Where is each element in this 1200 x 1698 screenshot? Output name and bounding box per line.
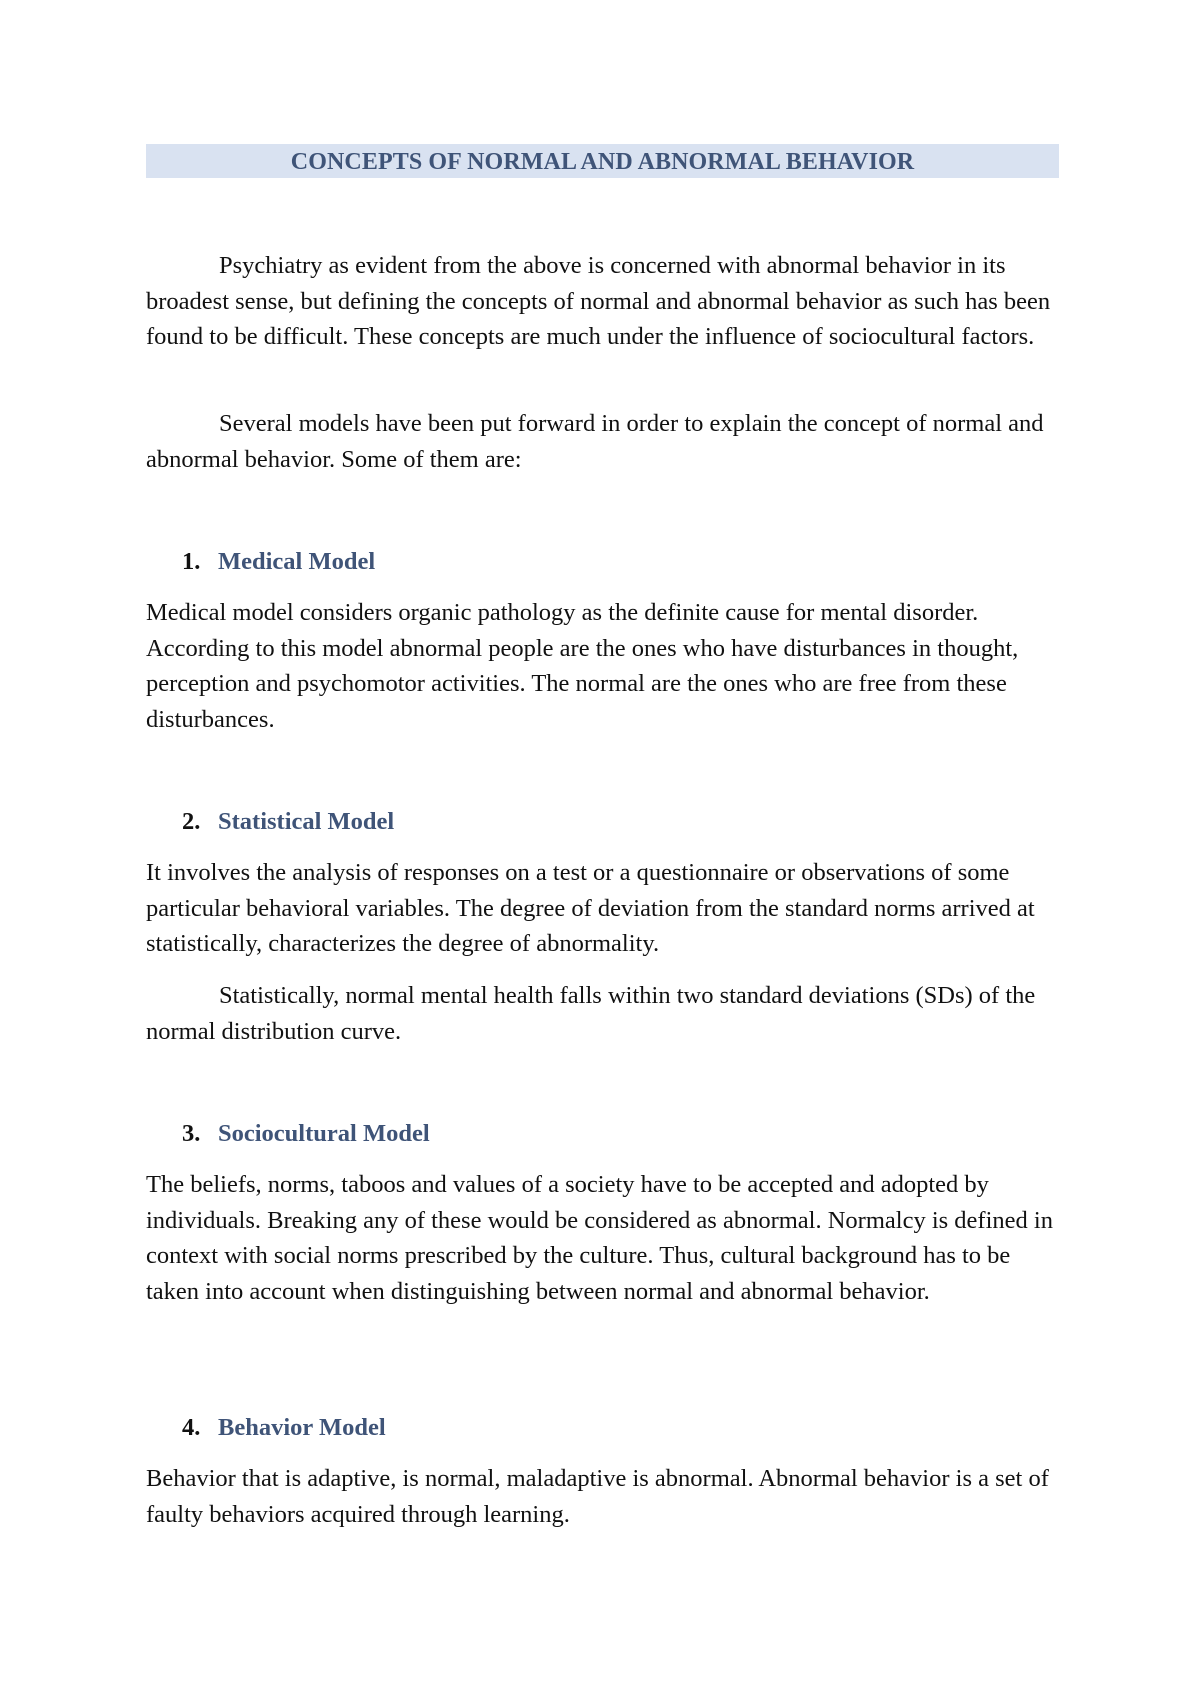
section-heading-medical-model <box>182 544 375 579</box>
page-title: CONCEPTS OF NORMAL AND ABNORMAL BEHAVIOR <box>290 149 915 175</box>
section-number: 4. <box>182 1414 201 1441</box>
section-heading-statistical-model <box>182 804 394 839</box>
section-number: 2. <box>182 808 201 835</box>
section-heading-sociocultural-model <box>182 1116 430 1151</box>
section-paragraph-statistical-2: Statistically, normal mental health falls within two standard deviations (SDs) of the normal distribution curve. <box>146 982 1036 1045</box>
section-title: Behavior Model <box>218 1414 386 1441</box>
section-title: Statistical Model <box>218 808 395 835</box>
section-paragraph-statistical-1: It involves the analysis of responses on a test or a questionnaire or observations of some particular behavioral variables. The degree of deviation from the standard norms arrived at statistically, characterizes the degree of abnormality. <box>146 859 1035 957</box>
section-heading-behavior-model <box>182 1410 386 1445</box>
section-number: 1. <box>182 548 201 575</box>
intro-paragraph-1: Psychiatry as evident from the above is concerned with abnormal behavior in its broadest sense, but defining the concepts of normal and abnormal behavior as such has been found to be difficult. These concepts are much under the influence of sociocultural factors. <box>146 252 1051 350</box>
section-paragraph-sociocultural-1: The beliefs, norms, taboos and values of a society have to be accepted and adopted by individuals. Breaking any of these would be considered as abnormal. Normalcy is defined in context with social norms prescribed by the culture. Thus, cultural background has to be taken into account when distinguishing between normal and abnormal behavior. <box>146 1171 1053 1305</box>
section-title: Sociocultural Model <box>218 1120 430 1147</box>
section-title: Medical Model <box>218 548 376 575</box>
section-number: 3. <box>182 1120 201 1147</box>
intro-paragraph-2: Several models have been put forward in order to explain the concept of normal and abnormal behavior. Some of them are: <box>146 410 1044 473</box>
section-paragraph-behavior-1: Behavior that is adaptive, is normal, maladaptive is abnormal. Abnormal behavior is a set of faulty behaviors acquired through learning. <box>146 1465 1049 1528</box>
section-paragraph-medical-1: Medical model considers organic pathology as the definite cause for mental disorder. According to this model abnormal people are the ones who have disturbances in thought, perception and psychomotor activities. The normal are the ones who are free from these disturbances. <box>146 599 1019 733</box>
